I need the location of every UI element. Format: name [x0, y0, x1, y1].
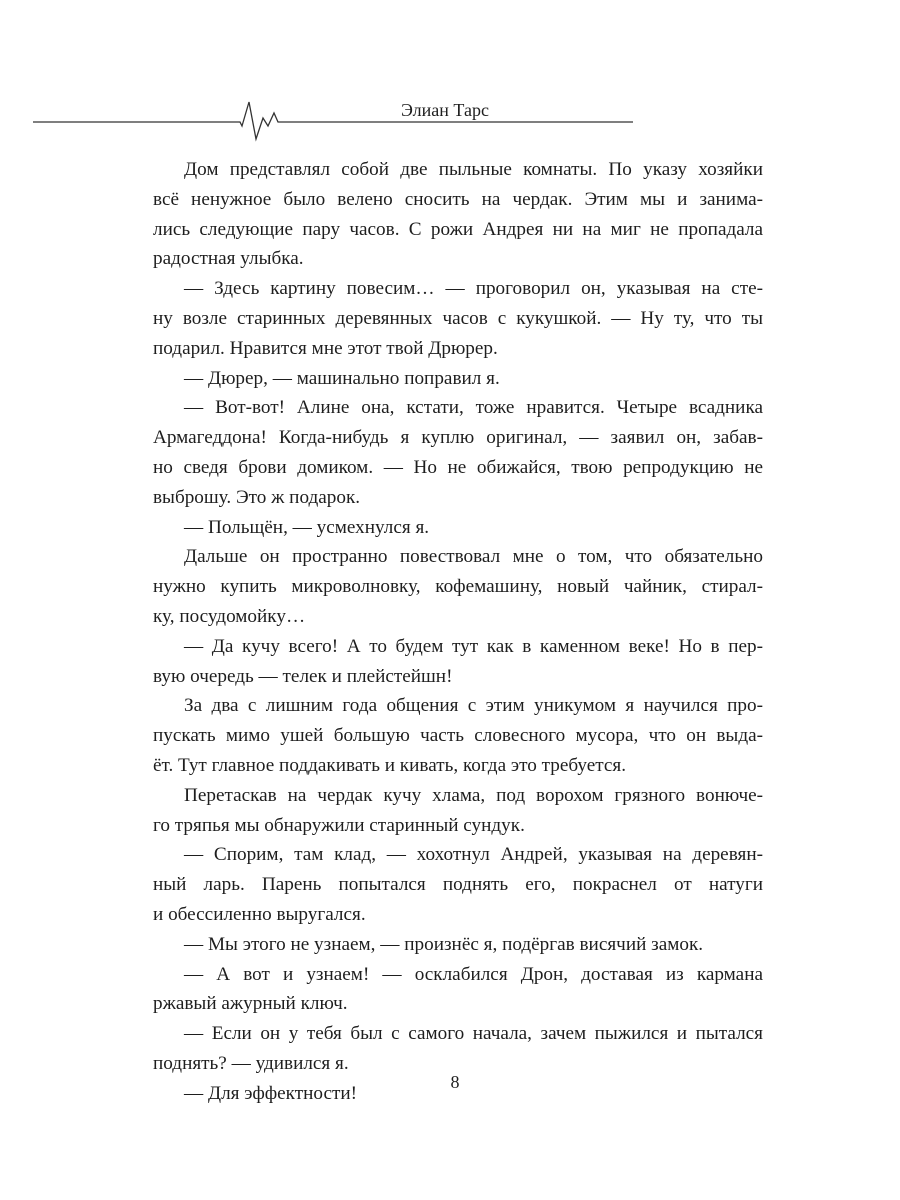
text-line: и обессиленно выругался. [153, 903, 366, 925]
text-line: Дом представлял собой две пыльные комнаты. По указу хозяйки [184, 159, 763, 180]
page-body-text [153, 155, 763, 1109]
text-line: ный ларь. Парень попытался поднять его, покраснел от натуги [153, 874, 763, 896]
text-line: ну возле старинных деревянных часов с кукушкой. — Ну ту, что ты [153, 307, 763, 329]
text-line: — Мы этого не узнаем, — произнёс я, подёргав висячий замок. [184, 933, 704, 955]
text-line: — Дюрер, — машинально поправил я. [184, 367, 500, 389]
text-line: пускать мимо ушей большую часть словесного мусора, что он выда- [153, 725, 763, 747]
paragraph [153, 632, 763, 692]
text-line: поднять? — удивился я. [153, 1052, 349, 1074]
text-line: — Здесь картину повесим… — проговорил он, указывая на сте- [184, 278, 763, 300]
text-line: лись следующие пару часов. С рожи Андрея ни на миг не пропадала [153, 218, 763, 240]
text-line: Дальше он пространно повествовал мне о том, что обязательно [184, 546, 763, 568]
page-number: 8 [450, 1072, 460, 1092]
text-line: ку, посудомойку… [153, 605, 306, 627]
paragraph [153, 393, 763, 512]
paragraph [153, 542, 763, 631]
text-line: — Если он у тебя был с самого начала, зачем пыжился и пытался [184, 1023, 763, 1045]
paragraph [153, 781, 763, 841]
text-line: За два с лишним года общения с этим уникумом я научился про- [184, 695, 763, 717]
paragraph [153, 1019, 763, 1079]
paragraph [153, 960, 763, 1020]
heartbeat-line-icon [33, 102, 633, 139]
text-line: но сведя брови домиком. — Но не обижайся, твою репродукцию не [153, 456, 763, 478]
text-line: вую очередь — телек и плейстейшн! [153, 665, 453, 687]
text-line: — Да кучу всего! А то будем тут как в каменном веке! Но в пер- [184, 635, 763, 657]
text-line: — А вот и узнаем! — осклабился Дрон, доставая из кармана [184, 963, 763, 985]
paragraph [153, 691, 763, 780]
text-line: всё ненужное было велено сносить на чердак. Этим мы и занима- [153, 188, 763, 210]
paragraph [153, 155, 763, 274]
text-line: — Спорим, там клад, — хохотнул Андрей, указывая на деревян- [184, 844, 763, 866]
paragraph [153, 364, 763, 394]
paragraph [153, 840, 763, 929]
text-line: — Польщён, — усмехнулся я. [184, 516, 430, 538]
text-line: ржавый ажурный ключ. [153, 993, 348, 1015]
text-line: — Для эффектности! [184, 1082, 358, 1104]
text-line: радостная улыбка. [153, 248, 304, 270]
text-line: выброшу. Это ж подарок. [153, 486, 361, 508]
running-header-author: Элиан Тарс [401, 100, 489, 120]
text-line: го тряпья мы обнаружили старинный сундук. [153, 814, 525, 836]
paragraph [153, 513, 763, 543]
text-line: Армагеддона! Когда-нибудь я куплю оригинал, — заявил он, забав- [153, 427, 763, 449]
text-line: нужно купить микроволновку, кофемашину, новый чайник, стирал- [153, 576, 763, 598]
header-rule-heartbeat [0, 0, 900, 160]
text-line: подарил. Нравится мне этот твой Дрюрер. [153, 337, 498, 359]
text-line: — Вот-вот! Алине она, кстати, тоже нравится. Четыре всадника [184, 397, 763, 419]
text-line: ёт. Тут главное поддакивать и кивать, когда это требуется. [153, 754, 627, 776]
text-line: Перетаскав на чердак кучу хлама, под ворохом грязного вонюче- [184, 784, 763, 806]
paragraph [153, 274, 763, 363]
paragraph [153, 930, 763, 960]
